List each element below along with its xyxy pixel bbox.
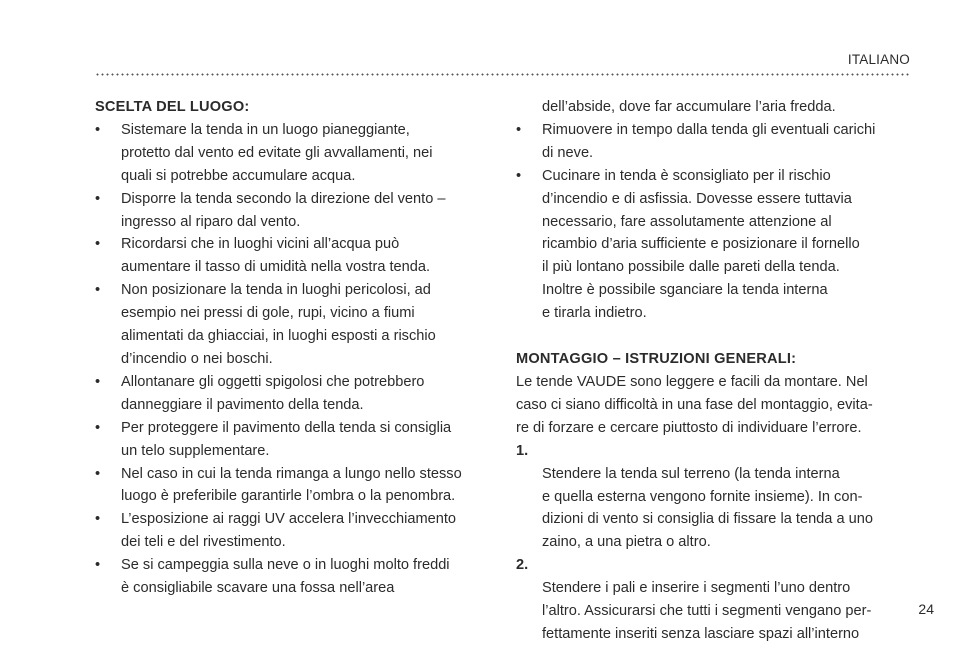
site-selection-list (95, 119, 495, 600)
step-text: Stendere la tenda sul terreno (la tenda interna e quella esterna vengono fornite insieme). In con- dizioni di vento si consiglia di fissare la tenda a uno zaino, a una pietra o altro. (542, 465, 873, 551)
page-number: 24 (918, 601, 934, 617)
list-item: • Ricordarsi che in luoghi vicini all’acqua può aumentare il tasso di umidità nella vostra tenda. (95, 233, 495, 279)
list-item: • Disporre la tenda secondo la direzione del vento – ingresso al riparo dal vento. (95, 188, 495, 234)
list-item: • Se si campeggia sulla neve o in luoghi molto freddi è consigliabile scavare una fossa nell’area (95, 554, 495, 600)
list-item-continuation: dell’abside, dove far accumulare l’aria fredda. (542, 99, 836, 115)
left-column (95, 96, 495, 600)
intro-paragraph: Le tende VAUDE sono leggere e facili da montare. Nel caso ci siano difficoltà in una fase del montaggio, evita- re di forzare e cercare piuttosto di individuare l’errore. (516, 373, 873, 436)
list-item: • Sistemare la tenda in un luogo pianeggiante, protetto dal vento ed evitate gli avvallamenti, nei quali si potrebbe accumulare acqua. (95, 119, 495, 188)
site-selection-list-continued (516, 119, 916, 325)
list-item: • Rimuovere in tempo dalla tenda gli eventuali carichi di neve. (516, 119, 916, 165)
step-item (516, 440, 916, 555)
list-item: • Nel caso in cui la tenda rimanga a lungo nello stesso luogo è preferibile garantirle l’ombra o la penombra. (95, 463, 495, 509)
step-number: 1. (516, 442, 529, 459)
dotted-divider (95, 73, 911, 76)
right-column (516, 96, 916, 646)
list-item: • Non posizionare la tenda in luoghi pericolosi, ad esempio nei pressi di gole, rupi, vicino a fiumi alimentati da ghiacciai, in luoghi esposti a rischio d’incendio o nei boschi. (95, 279, 495, 371)
section-heading-site-selection: SCELTA DEL LUOGO: (95, 99, 250, 115)
section-heading-assembly: MONTAGGIO – ISTRUZIONI GENERALI: (516, 351, 797, 368)
spacer (516, 325, 916, 348)
step-item (516, 554, 916, 646)
step-number: 2. (516, 557, 529, 574)
list-item: • Per proteggere il pavimento della tenda si consiglia un telo supplementare. (95, 417, 495, 463)
assembly-steps-list (516, 440, 916, 646)
language-label: ITALIANO (847, 52, 910, 67)
list-item: • L’esposizione ai raggi UV accelera l’invecchiamento dei teli e del rivestimento. (95, 508, 495, 554)
list-item: • Allontanare gli oggetti spigolosi che potrebbero danneggiare il pavimento della tenda. (95, 371, 495, 417)
list-item: • Cucinare in tenda è sconsigliato per il rischio d’incendio e di asfissia. Dovesse essere tuttavia necessario, fare assolutamente attenzione al ricambio d’aria sufficiente e posizionare il fornello il più lontano possibile dalle pareti della tenda. Inoltre è possibile sganciare la tenda interna e tirarla indietro. (516, 165, 916, 325)
step-text: Stendere i pali e inserire i segmenti l’uno dentro l’altro. Assicurarsi che tutti i segmenti vengano per- fettamente inseriti senza lasciare spazi all’interno (542, 580, 872, 642)
